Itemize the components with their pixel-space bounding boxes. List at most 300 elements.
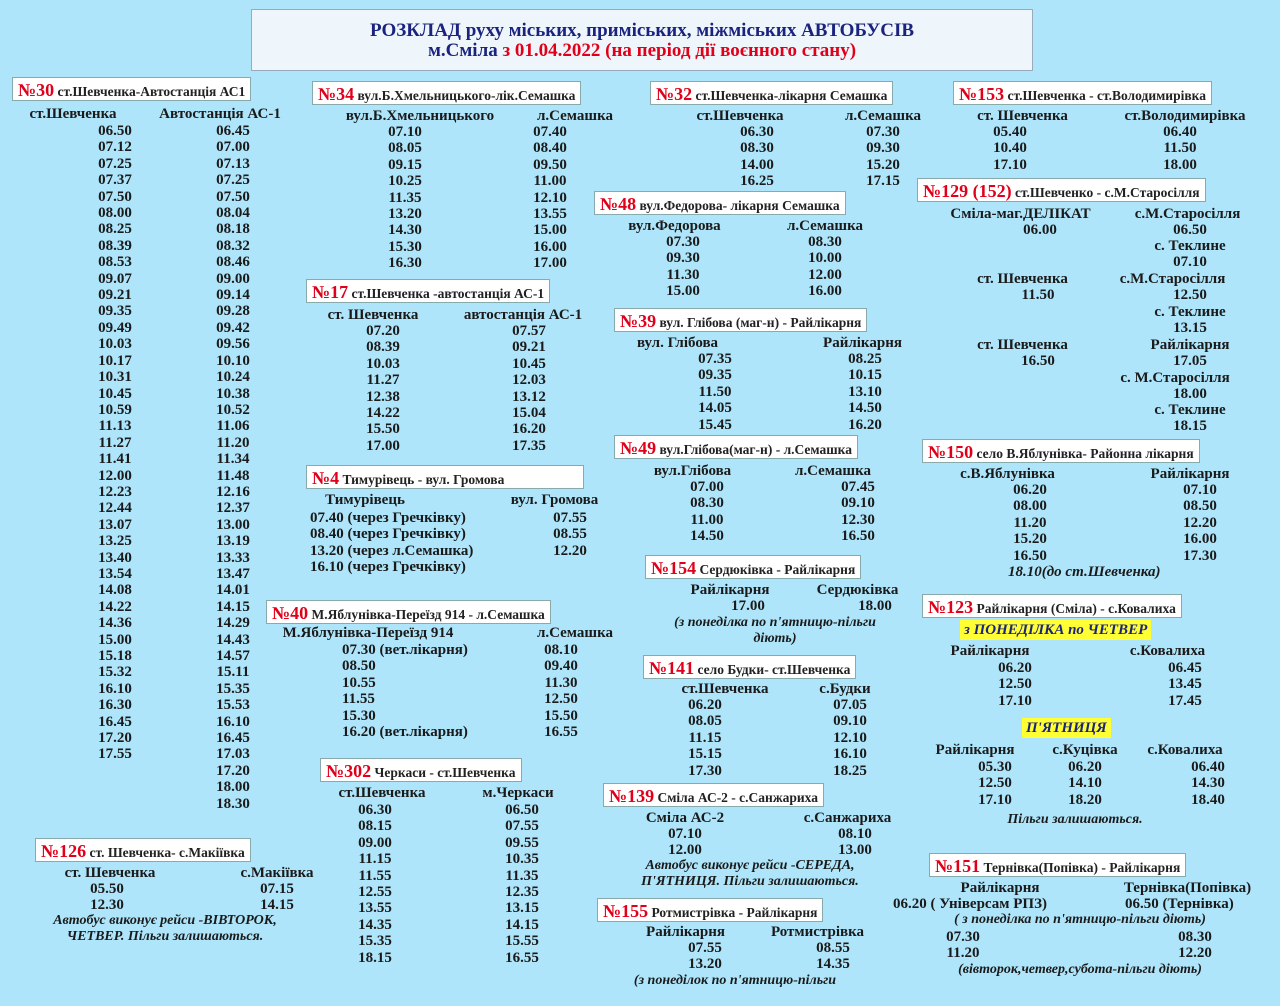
time-entry: 17.10: [998, 692, 1032, 709]
time-entry: 09.30: [866, 140, 900, 157]
time-entry: 06.20: [998, 660, 1032, 676]
time-entry: 12.50: [998, 676, 1032, 693]
time-entry: 10.35: [505, 851, 539, 868]
r123-col2: [1140, 660, 1230, 709]
r17-col2-head: автостанція АС-1: [463, 307, 583, 323]
time-entry: 10.25: [388, 173, 422, 190]
r49-col2: [813, 479, 903, 545]
route-name: Сердюківка - Райлікарня: [699, 562, 856, 577]
time-entry: 12.20: [1183, 514, 1217, 531]
time-entry: 07.35: [698, 351, 732, 367]
time-entry: 15.55: [505, 933, 539, 950]
route-number: №30: [18, 80, 55, 100]
time-entry: 13.15: [505, 900, 539, 917]
time-entry: 08.55: [816, 940, 850, 956]
route-header-48: [594, 191, 846, 215]
time-entry: 11.00: [533, 173, 567, 190]
time-entry: 08.32: [216, 237, 250, 254]
r123-col1-head: Райлікарня: [950, 643, 1030, 659]
time-entry: 16.25: [740, 173, 774, 190]
time-entry: 05.50: [90, 881, 124, 897]
time-entry: 12.16: [216, 483, 250, 500]
time-entry: 10.59: [98, 401, 132, 418]
r141-col2: [805, 697, 895, 779]
r154-col2-head: Сердюківка: [816, 582, 899, 598]
time-entry: 11.30: [666, 266, 700, 283]
r129-j-head: с. Теклине: [1154, 402, 1226, 418]
time-entry: 15.00: [98, 631, 132, 648]
time-entry: 11.50: [698, 383, 732, 400]
time-entry: 17.00: [366, 437, 400, 454]
time-entry: 13.25: [98, 533, 132, 550]
route-name: Тернівка(Попівка) - Райлікарня: [983, 860, 1181, 875]
r155-col2-head: Ротмистрівка: [770, 924, 865, 940]
route-name: М.Яблунівка-Переїзд 914 - л.Семашка: [311, 607, 545, 622]
r129-f-head: с. Теклине: [1154, 304, 1226, 320]
route-name: вул. Глібова (маг-н) - Райлікарня: [659, 315, 862, 330]
time-entry: 08.10: [544, 642, 578, 658]
time-entry: 15.35: [216, 680, 250, 697]
r141-col1: [660, 697, 750, 779]
time-entry: 12.03: [512, 372, 546, 389]
route-number: №150: [928, 442, 974, 462]
r123-f2: [1040, 759, 1130, 808]
time-entry: 11.20: [1013, 514, 1047, 531]
time-entry: 14.50: [848, 400, 882, 417]
r48-col1: [638, 234, 728, 300]
time-entry: 08.00: [1013, 498, 1047, 515]
time-entry: 11.06: [216, 418, 250, 435]
time-entry: 07.20: [366, 323, 400, 339]
time-entry: 07.00: [216, 139, 250, 156]
time-entry: 10.45: [512, 355, 546, 372]
subtitle-date: з 01.04.2022 (на період дії воєнного стану): [502, 40, 857, 61]
time-entry: 08.53: [98, 254, 132, 271]
r30-col1: [70, 123, 160, 763]
time-entry: 09.56: [216, 336, 250, 353]
route-header-150: [922, 439, 1200, 463]
time-entry: 08.04: [216, 205, 250, 222]
route-number: №153: [959, 84, 1005, 104]
time-entry: 08.40: [533, 140, 567, 157]
route-header-4: [306, 465, 584, 489]
time-entry: 10.17: [98, 352, 132, 369]
time-entry: 16.45: [216, 730, 250, 747]
time-entry: 06.50: [98, 123, 132, 139]
r40-col1-head: М.Яблунівка-Переїзд 914: [282, 625, 454, 641]
time-entry: 12.30: [841, 511, 875, 528]
time-entry: 08.05: [388, 140, 422, 157]
time-entry: 07.25: [216, 172, 250, 189]
route-name: вул.Федорова- лікарня Семашка: [639, 198, 840, 213]
time-entry: 10.03: [98, 336, 132, 353]
r153-col2: [1135, 124, 1225, 173]
time-entry: 07.40: [533, 124, 567, 140]
time-entry: 09.10: [833, 713, 867, 730]
time-entry: 13.45: [1168, 676, 1202, 693]
route-name: Райлікарня (Сміла) - с.Ковалиха: [976, 601, 1176, 616]
time-entry: 10.38: [216, 385, 250, 402]
r123-note: Пільги залишаються.: [1007, 812, 1143, 827]
r139-col2-head: с.Санжариха: [803, 810, 892, 826]
r151-col2: [1150, 929, 1240, 962]
r129-f-time: 13.15: [1173, 320, 1207, 336]
r129-e-time: 12.50: [1173, 287, 1207, 303]
time-entry: 09.14: [216, 287, 250, 304]
time-entry: 16.50: [1013, 547, 1047, 564]
r129-i-time: 18.00: [1173, 386, 1207, 402]
r17-col1-head: ст. Шевченка: [327, 307, 419, 323]
r123-tag-fri: П'ЯТНИЦЯ: [1022, 718, 1111, 738]
time-entry: 10.00: [808, 250, 842, 267]
time-entry: 06.45: [1168, 660, 1202, 676]
route-header-302: [320, 758, 522, 782]
title-box: [251, 9, 1033, 71]
time-entry: 06.30: [358, 802, 392, 818]
time-entry: 14.35: [816, 956, 850, 973]
time-entry: 10.10: [216, 352, 250, 369]
time-entry: 08.30: [808, 234, 842, 250]
time-entry: 07.55: [553, 510, 587, 526]
time-entry: 18.00: [216, 779, 250, 796]
route-name: ст.Шевченка - ст.Володимирівка: [1007, 88, 1206, 103]
time-entry: 08.39: [366, 339, 400, 356]
route-header-30: [12, 77, 251, 101]
time-entry: 12.00: [668, 842, 702, 859]
r155-col1: [660, 940, 750, 973]
time-entry: 18.20: [1068, 791, 1102, 808]
time-entry: 07.05: [833, 697, 867, 713]
route-name: Сміла АС-2 - с.Санжариха: [657, 790, 818, 805]
time-entry: 13.55: [533, 206, 567, 223]
route-number: №155: [603, 901, 649, 921]
r126-col1-head: ст. Шевченка: [64, 865, 156, 881]
r154-note2: діють): [753, 631, 797, 646]
route-name: село Будки- ст.Шевченка: [697, 662, 851, 677]
time-entry: 13.00: [216, 516, 250, 533]
time-entry: 08.15: [358, 818, 392, 835]
r48-col2: [780, 234, 870, 300]
route-name: Ротмистрівка - Райлікарня: [651, 905, 818, 920]
time-entry: 18.40: [1191, 791, 1225, 808]
route-header-141: [643, 655, 856, 679]
r34-col2-head: л.Семашка: [536, 108, 614, 124]
r129-e-head: с.М.Старосілля: [1119, 271, 1226, 287]
time-entry: 11.27: [98, 434, 132, 451]
r126-note2: ЧЕТВЕР. Пільги залишаються.: [66, 929, 264, 944]
time-entry: 11.30: [544, 674, 578, 691]
time-entry: 15.32: [98, 664, 132, 681]
time-entry: 09.21: [512, 339, 546, 356]
time-entry: 12.23: [98, 483, 132, 500]
r17-col1: [338, 323, 428, 454]
route-header-32: [650, 81, 893, 105]
r48-col2-head: л.Семашка: [786, 218, 864, 234]
time-entry: 14.30: [1191, 775, 1225, 792]
time-entry: 15.50: [544, 707, 578, 724]
time-entry: 08.18: [216, 221, 250, 238]
r139-note1: Автобус виконує рейси -СЕРЕДА,: [645, 858, 855, 873]
r153-col2-head: ст.Володимирівка: [1124, 108, 1246, 124]
time-entry: 14.08: [98, 582, 132, 599]
time-entry: 09.30: [666, 250, 700, 267]
time-entry: 18.30: [216, 795, 250, 812]
time-entry: 12.30: [90, 897, 124, 914]
r34-col1: [360, 124, 450, 272]
time-entry: 13.33: [216, 549, 250, 566]
r155-col1-head: Райлікарня: [646, 924, 725, 940]
time-entry: 09.55: [505, 834, 539, 851]
r123-f3-head: с.Ковалиха: [1147, 742, 1223, 758]
r129-h-head: Райлікарня: [1150, 337, 1230, 353]
time-entry: 09.07: [98, 270, 132, 287]
time-entry: 16.30: [388, 255, 422, 272]
time-entry: 15.18: [98, 648, 132, 664]
time-entry: 15.30: [388, 238, 422, 255]
route-number: №34: [318, 84, 355, 104]
time-entry: 09.00: [358, 834, 392, 851]
time-entry: 06.20: [688, 697, 722, 713]
r151-col1-head: Райлікарня: [960, 880, 1040, 896]
time-entry: 07.55: [505, 818, 539, 835]
time-entry: 11.35: [505, 867, 539, 884]
route-header-129: [917, 178, 1206, 202]
time-entry: 07.55: [688, 940, 722, 956]
time-entry: 06.45: [216, 123, 250, 139]
time-entry: 16.00: [533, 238, 567, 255]
time-entry: 17.30: [1183, 547, 1217, 564]
time-entry: 10.03: [366, 355, 400, 372]
r129-c-head: с. Теклине: [1154, 238, 1226, 254]
time-entry: 07.00: [690, 479, 724, 495]
time-entry: 12.00: [808, 266, 842, 283]
time-entry: 09.21: [98, 287, 132, 304]
route-name: ст. Шевченка- с.Макіївка: [89, 845, 245, 860]
time-entry: 13.20: [388, 206, 422, 223]
time-entry: 08.05: [688, 713, 722, 730]
time-entry: 07.13: [216, 155, 250, 172]
time-entry: 09.35: [698, 367, 732, 384]
r153-col1: [965, 124, 1055, 173]
r150-last: 18.10(до ст.Шевченка): [1008, 564, 1161, 580]
time-entry: 17.30: [688, 762, 722, 779]
r155-col2: [788, 940, 878, 973]
route-number: №151: [935, 856, 981, 876]
time-entry: 12.55: [358, 884, 392, 901]
r126-col2: [232, 881, 322, 914]
time-entry: 15.35: [358, 933, 392, 950]
time-entry: 11.48: [216, 467, 250, 484]
time-entry: 14.15: [216, 598, 250, 615]
r49-col1: [662, 479, 752, 545]
time-entry: 10.31: [98, 369, 132, 386]
time-entry: 15.45: [698, 416, 732, 433]
r141-col2-head: с.Будки: [819, 681, 871, 697]
time-entry: 15.04: [512, 405, 546, 422]
time-entry: 16.00: [808, 283, 842, 300]
r302-col2: [477, 802, 567, 966]
r129-b-head: с.М.Старосілля: [1134, 206, 1241, 222]
time-entry: 07.50: [216, 188, 250, 205]
time-entry: 16.50: [841, 528, 875, 545]
time-entry: 17.55: [98, 746, 132, 763]
time-entry: 10.15: [848, 367, 882, 384]
route-header-39: [614, 308, 867, 332]
time-entry: 16.00: [1183, 531, 1217, 548]
time-entry: 12.10: [533, 189, 567, 206]
r40-col1: [342, 642, 468, 740]
time-entry: 07.12: [98, 139, 132, 156]
r150-col1: [985, 482, 1075, 564]
time-entry: 08.00: [98, 205, 132, 222]
r151-row1-a: 06.20 ( Універсам РПЗ): [893, 896, 1047, 912]
r123-f3: [1163, 759, 1253, 808]
time-entry: 14.22: [98, 598, 132, 615]
time-entry: 14.43: [216, 631, 250, 648]
time-entry: 12.37: [216, 500, 250, 517]
time-entry: 13.19: [216, 533, 250, 550]
time-entry: 15.20: [1013, 531, 1047, 548]
r4-col1: [310, 510, 473, 576]
time-entry: 18.25: [833, 762, 867, 779]
r129-c-time: 07.10: [1173, 254, 1207, 270]
time-entry: 06.30: [740, 124, 774, 140]
time-entry: 16.30: [98, 697, 132, 714]
r154-col1-head: Райлікарня: [690, 582, 770, 598]
r153-col1-head: ст. Шевченка: [977, 108, 1068, 124]
route-header-153: [953, 81, 1212, 105]
time-entry: 14.15: [505, 916, 539, 933]
time-entry: 15.11: [216, 664, 250, 681]
r123-tag-mon-thu: з ПОНЕДІЛКА по ЧЕТВЕР: [960, 620, 1151, 640]
route-name: село В.Яблунівка- Районна лікарня: [976, 446, 1194, 461]
r123-f1: [950, 759, 1040, 808]
time-entry: 08.55: [553, 526, 587, 543]
r30-col1-head: ст.Шевченка: [29, 106, 117, 122]
r123-col2-head: с.Ковалиха: [1129, 643, 1206, 659]
time-entry: 13.00: [838, 842, 872, 859]
time-entry: 16.55: [544, 724, 578, 741]
route-name: Тимурівець - вул. Громова: [342, 472, 505, 487]
time-entry: 10.40: [993, 140, 1027, 157]
time-entry: 07.30: [946, 929, 980, 945]
time-entry: 07.37: [98, 172, 132, 189]
time-entry: 09.35: [98, 303, 132, 320]
time-entry: 14.10: [1068, 775, 1102, 792]
r32-col1: [712, 124, 802, 190]
route-header-154: [645, 555, 861, 579]
time-entry: 12.20: [1178, 945, 1212, 962]
route-header-126: [35, 838, 251, 862]
time-entry: 09.10: [841, 495, 875, 512]
time-entry: 12.50: [544, 691, 578, 708]
time-entry: 12.38: [366, 388, 400, 405]
time-entry: 06.50: [505, 802, 539, 818]
route-name: Черкаси - ст.Шевченка: [374, 765, 516, 780]
route-header-49: [614, 435, 858, 459]
time-entry: 13.20: [688, 956, 722, 973]
time-entry: 14.29: [216, 615, 250, 632]
r154-col1: [703, 598, 793, 614]
r39-col1-head: вул. Глібова: [636, 335, 719, 351]
time-entry: 07.10: [668, 826, 702, 842]
r30-col2: [188, 123, 278, 812]
r139-col2: [810, 826, 900, 859]
page-subtitle: [252, 40, 1032, 62]
time-entry: 10.55: [342, 674, 376, 691]
time-entry: 11.55: [358, 867, 392, 884]
r49-col1-head: вул.Глібова: [653, 463, 732, 479]
time-entry: 15.53: [216, 697, 250, 714]
r123-f1-head: Райлікарня: [935, 742, 1015, 758]
r39-col2-head: Райлікарня: [823, 335, 902, 351]
time-entry: 13.55: [358, 900, 392, 917]
time-entry: 12.35: [505, 884, 539, 901]
route-number: №123: [928, 597, 974, 617]
r129-d-head: ст. Шевченка: [977, 271, 1068, 287]
route-header-151: [929, 853, 1186, 877]
time-entry: 14.36: [98, 615, 132, 632]
time-entry: 13.12: [512, 388, 546, 405]
route-name: ст.Шевченка-лікарня Семашка: [695, 88, 888, 103]
time-entry: 07.30 (вет.лікарня): [342, 642, 468, 658]
time-entry: 08.50: [342, 658, 376, 675]
route-number: №40: [272, 603, 309, 623]
time-entry: 08.25: [848, 351, 882, 367]
time-entry: 16.55: [505, 949, 539, 966]
subtitle-city: м.Сміла: [427, 40, 498, 61]
time-entry: 11.50: [1163, 140, 1197, 157]
time-entry: 08.50: [1183, 498, 1217, 515]
r129-h-time: 17.05: [1173, 353, 1207, 369]
time-entry: 07.50: [98, 188, 132, 205]
r34-col2: [505, 124, 595, 272]
r40-col2-head: л.Семашка: [536, 625, 614, 641]
time-entry: 08.39: [98, 237, 132, 254]
time-entry: 16.20: [512, 421, 546, 438]
route-name: вул.Б.Хмельницького-лік.Семашка: [357, 88, 576, 103]
route-number: №154: [651, 558, 697, 578]
route-name: ст.Шевченка -автостанція АС-1: [351, 286, 545, 301]
time-entry: 06.40: [1191, 759, 1225, 775]
route-header-139: [603, 783, 824, 807]
r126-note1: Автобус виконує рейси -ВІВТОРОК,: [53, 913, 277, 928]
r154-col2: [830, 598, 920, 614]
time-entry: 08.46: [216, 254, 250, 271]
time-entry: 12.44: [98, 500, 132, 517]
time-entry: 08.25: [98, 221, 132, 238]
time-entry: 18.00: [1163, 156, 1197, 173]
r302-col1-head: ст.Шевченка: [338, 785, 426, 801]
time-entry: 16.10 (через Гречківку): [310, 559, 466, 576]
time-entry: 14.15: [260, 897, 294, 914]
time-entry: 11.20: [946, 945, 980, 962]
route-name: вул.Глібова(маг-н) - л.Семашка: [659, 442, 853, 457]
time-entry: 16.10: [833, 746, 867, 763]
r151-col2-head: Тернівка(Попівка): [1123, 880, 1252, 896]
r141-col1-head: ст.Шевченка: [681, 681, 769, 697]
r123-f2-head: с.Куцівка: [1052, 742, 1118, 758]
r150-col1-head: с.В.Яблунівка: [960, 466, 1055, 482]
r4-col1-head: Тимурівець: [325, 492, 405, 508]
time-entry: 06.20: [1068, 759, 1102, 775]
time-entry: 10.24: [216, 369, 250, 386]
r126-col2-head: с.Макіївка: [240, 865, 314, 881]
route-number: №32: [656, 84, 693, 104]
r39-col2: [820, 351, 910, 433]
route-header-123: [922, 594, 1182, 618]
time-entry: 05.40: [993, 124, 1027, 140]
